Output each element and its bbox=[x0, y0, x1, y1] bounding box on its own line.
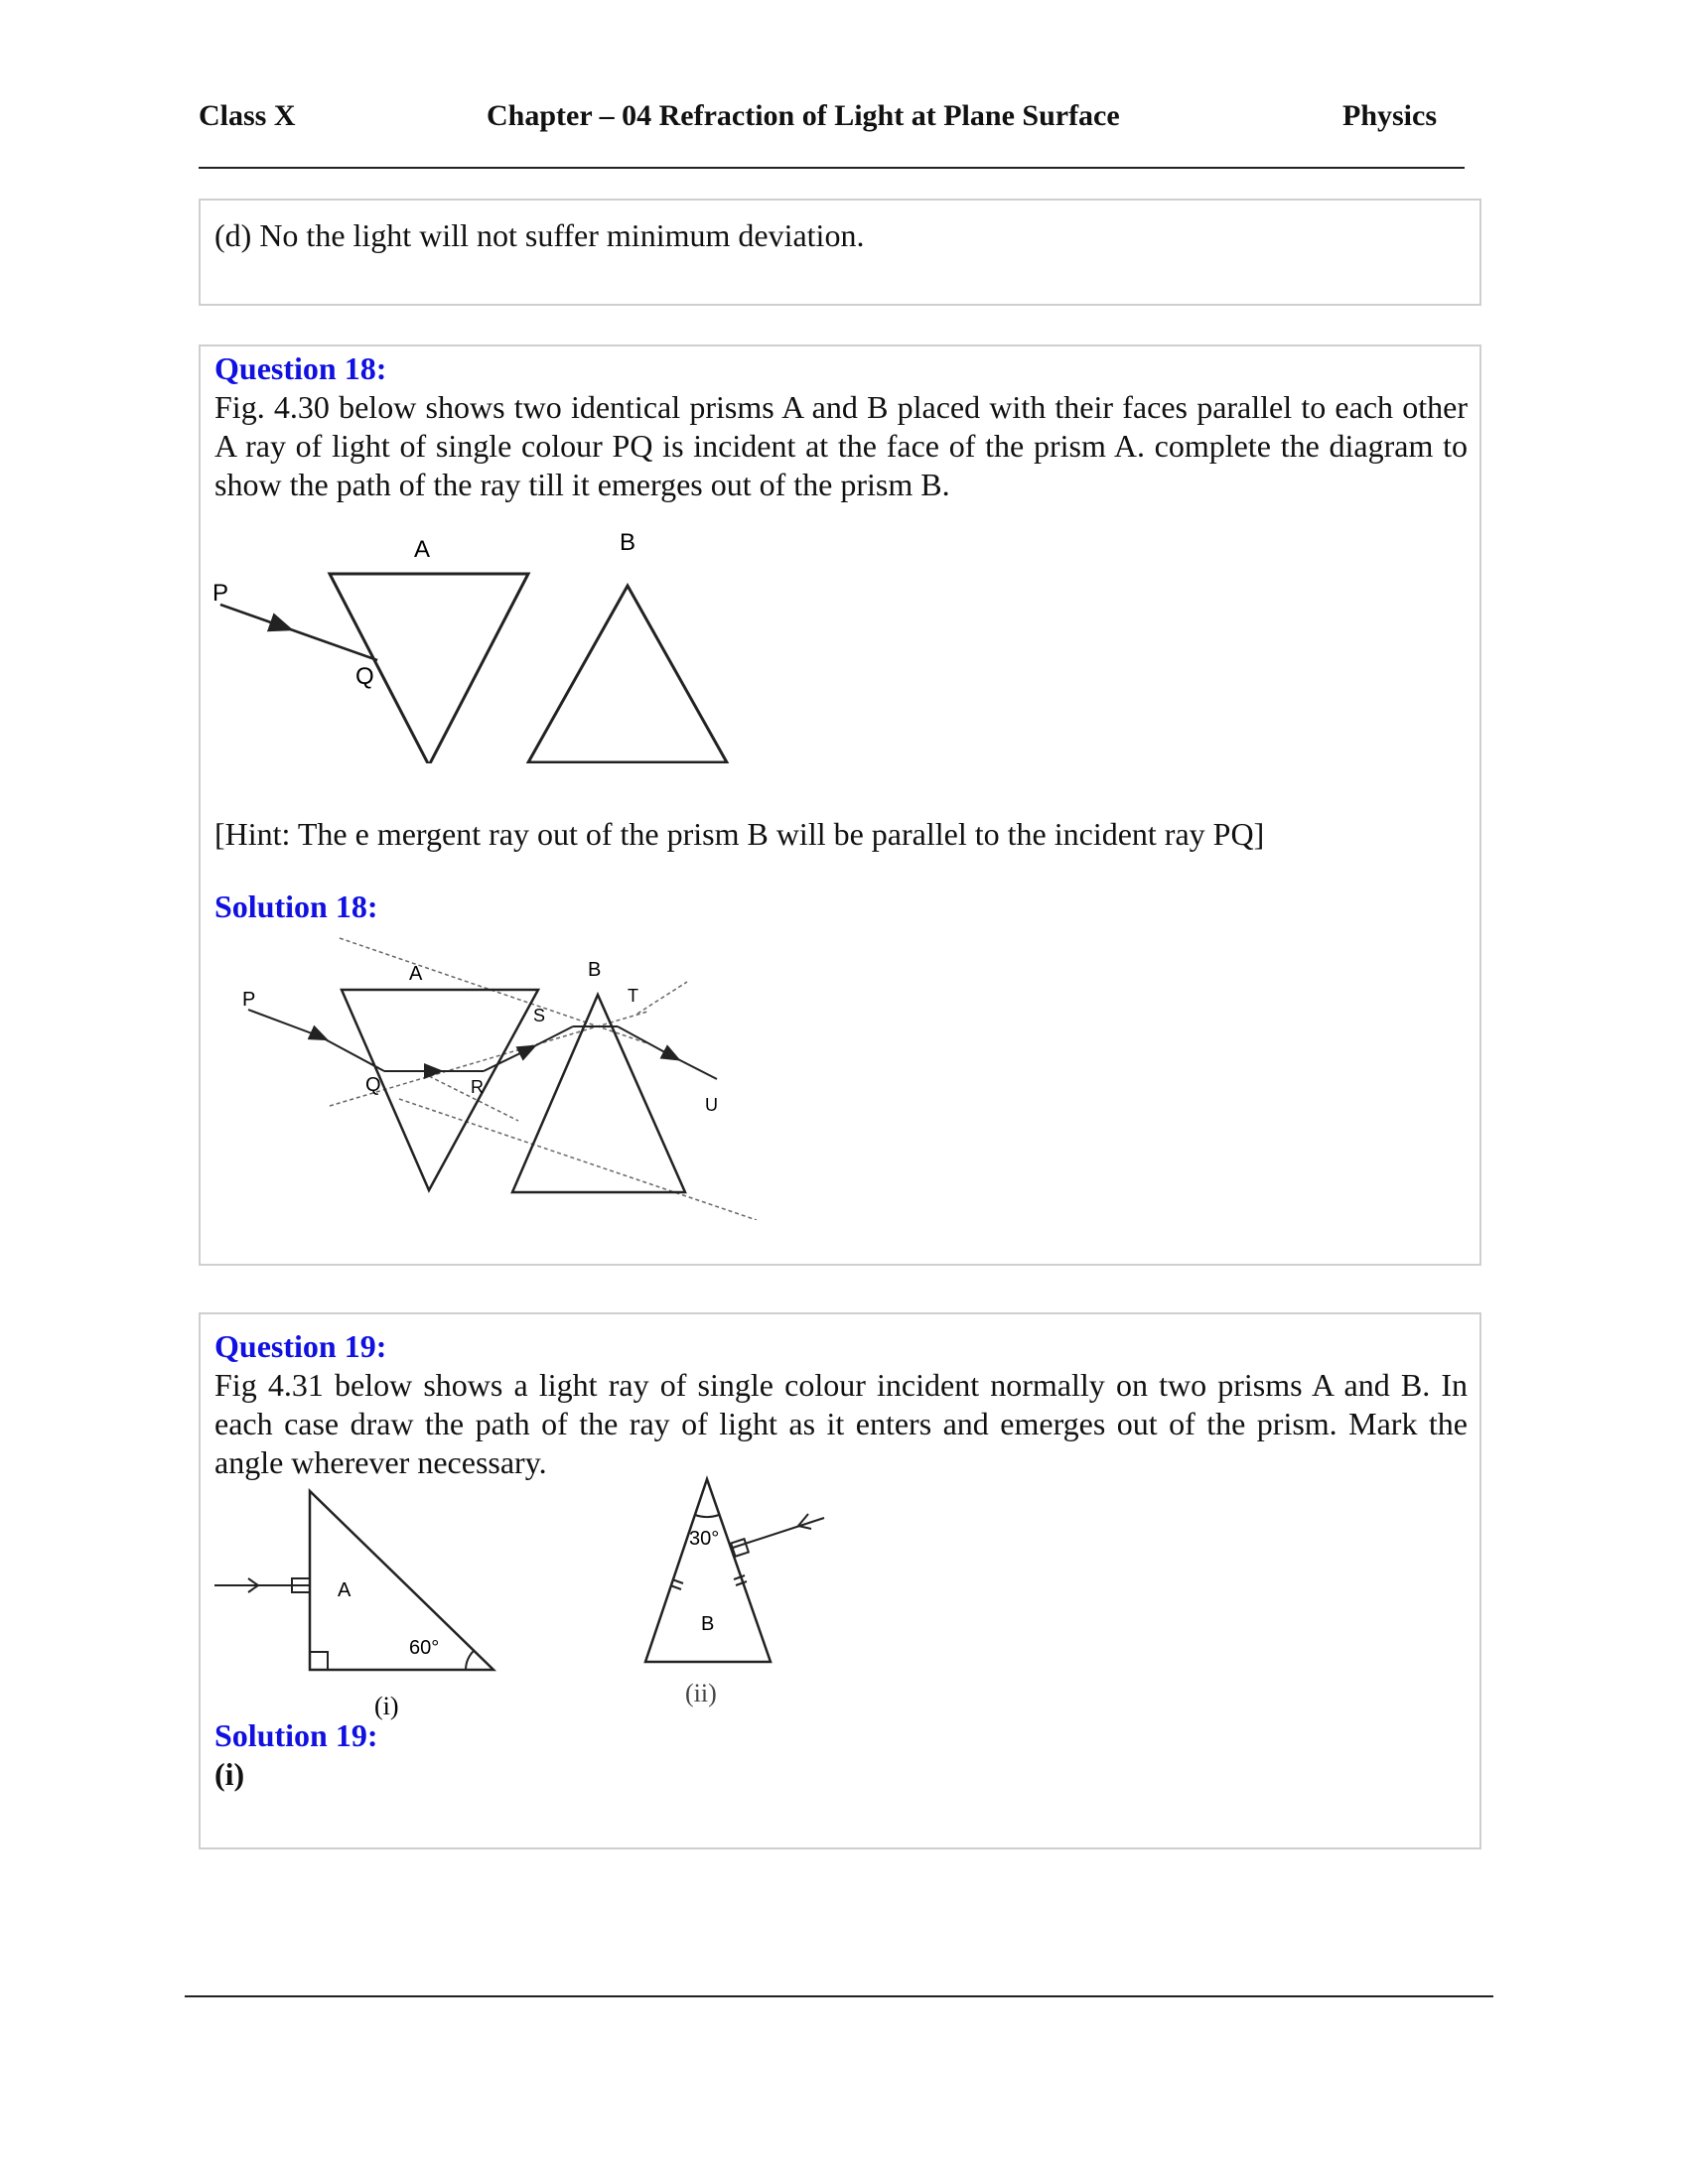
question-18-hint: [Hint: The e mergent ray out of the prism B will be parallel to the incident ray PQ] bbox=[214, 816, 1265, 852]
header-class: Class X bbox=[199, 99, 296, 132]
solution-18-diagram bbox=[201, 932, 757, 1220]
footer-rule bbox=[185, 1995, 1493, 1997]
question-18-heading: Question 18: bbox=[214, 350, 387, 386]
ray-rs bbox=[484, 1026, 573, 1071]
figure-4-31-i bbox=[201, 1483, 518, 1721]
question-18-text: Fig. 4.30 below shows two identical prisms A and B placed with their faces parallel to each other A ray of light of single colour PQ is incident at the face of the prism A. complete the diagram to show the path of the ray till it emerges out of the prism B. bbox=[214, 389, 1468, 502]
solution-19-part-i: (i) bbox=[214, 1756, 245, 1792]
solution-18-heading: Solution 18: bbox=[214, 888, 378, 924]
sol-label-p: P bbox=[242, 989, 256, 1011]
fig-label-p: P bbox=[212, 580, 229, 607]
question-19-box bbox=[199, 1312, 1481, 1849]
fig-label-b: B bbox=[620, 529, 636, 556]
question-19-text: Fig 4.31 below shows a light ray of single colour incident normally on two prisms A and B. In each case draw the path of the ray of light as it enters and emerges out of the prism. Mark the angle wherever necessary. bbox=[214, 1367, 1468, 1480]
figure-4-30 bbox=[201, 525, 757, 763]
question-19-heading: Question 19: bbox=[214, 1328, 387, 1364]
answer-continuation-box bbox=[199, 199, 1481, 306]
fig-ii-angle: 30° bbox=[689, 1528, 720, 1550]
sol-label-t: T bbox=[628, 986, 638, 1006]
incident-ray-ii bbox=[733, 1518, 824, 1548]
sol-label-q: Q bbox=[365, 1074, 381, 1096]
question-18-box bbox=[199, 344, 1481, 1266]
figure-4-31-ii bbox=[637, 1473, 856, 1721]
header-subject: Physics bbox=[1342, 99, 1438, 132]
header-chapter-title: Chapter – 04 Refraction of Light at Plane Surface bbox=[487, 99, 1120, 132]
fig-i-label-a: A bbox=[338, 1579, 352, 1601]
sol-label-r: R bbox=[471, 1077, 484, 1097]
solution-19-heading: Solution 19: bbox=[214, 1717, 378, 1753]
sol-label-s: S bbox=[533, 1006, 546, 1025]
fig-i-angle: 60° bbox=[409, 1637, 440, 1659]
sol-label-b: B bbox=[588, 959, 602, 981]
header-rule bbox=[199, 167, 1465, 169]
fig-label-a: A bbox=[414, 536, 431, 563]
fig-ii-caption: (ii) bbox=[685, 1679, 717, 1707]
sol-label-u: U bbox=[705, 1095, 718, 1115]
answer-d-text: (d) No the light will not suffer minimum deviation. bbox=[214, 217, 865, 253]
fig-i-caption: (i) bbox=[374, 1692, 399, 1720]
fig-ii-label-b: B bbox=[701, 1613, 715, 1635]
prism-b-shape bbox=[528, 586, 727, 762]
sol-label-a: A bbox=[409, 963, 423, 985]
fig-label-q: Q bbox=[355, 663, 374, 690]
